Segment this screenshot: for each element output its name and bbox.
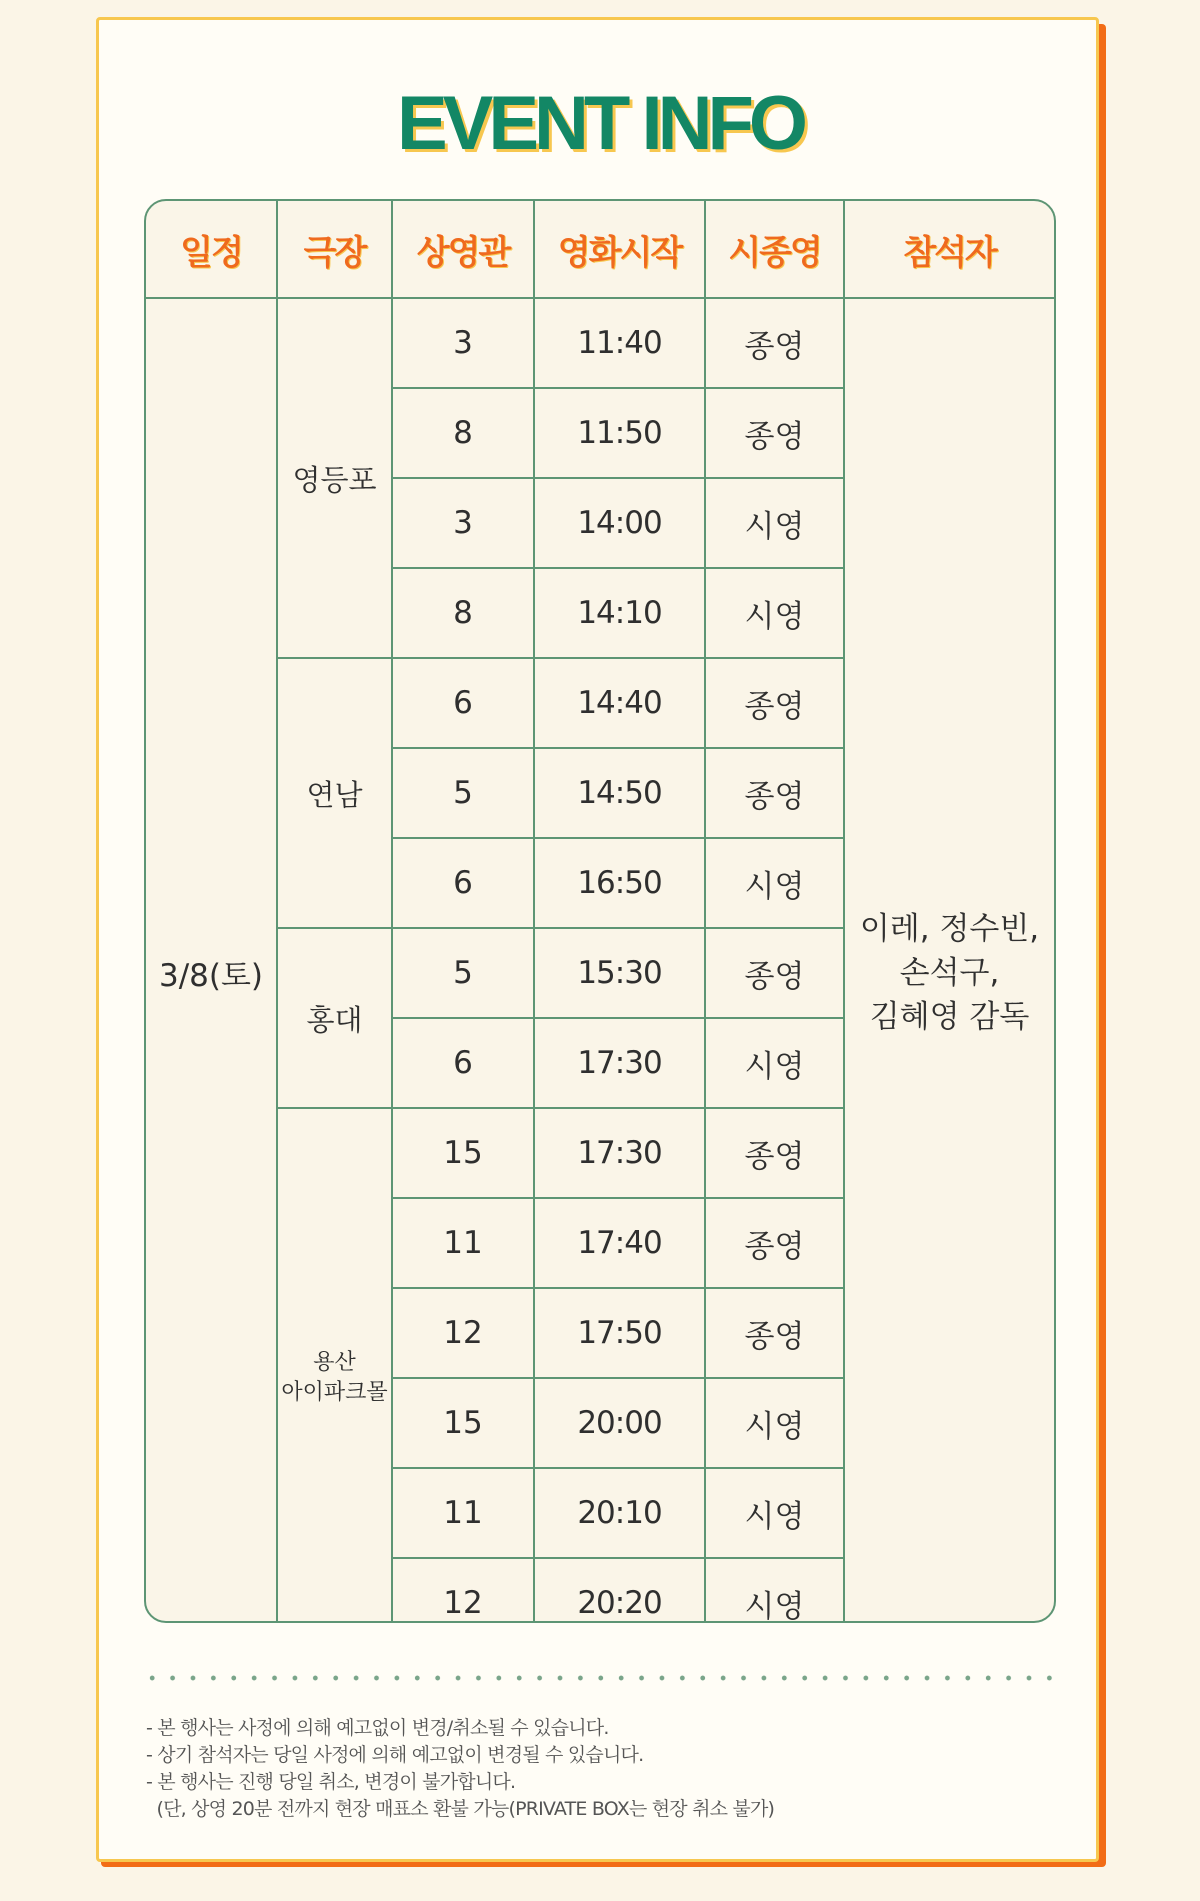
start-time-cell: 11:50 [534,388,705,478]
header-date: 일정 [146,201,277,298]
start-time-cell: 20:00 [534,1378,705,1468]
theater-cell [277,658,392,928]
screening-type-cell: 시영 [705,1018,844,1108]
start-time-cell: 11:40 [534,298,705,388]
screening-type-cell: 종영 [705,1198,844,1288]
screening-type-cell: 종영 [705,658,844,748]
notes [146,1715,1046,1823]
theater-cell [277,298,392,658]
start-time-cell: 17:50 [534,1288,705,1378]
screening-type-cell: 시영 [705,1378,844,1468]
start-time-cell: 14:10 [534,568,705,658]
theater-cell [277,1108,392,1623]
table-header-row [146,201,1054,298]
start-time-cell: 20:20 [534,1558,705,1623]
note-line: - 본 행사는 사정에 의해 예고없이 변경/취소될 수 있습니다. [146,1717,609,1739]
theater-name: 영등포 [292,462,377,497]
table-row [146,298,1054,388]
screen-cell: 8 [392,388,534,478]
start-time-cell: 17:30 [534,1108,705,1198]
start-time-cell: 16:50 [534,838,705,928]
start-time-cell: 14:00 [534,478,705,568]
theater-name: 아이파크몰 [281,1379,388,1405]
theater-cell [277,928,392,1108]
screen-cell: 3 [392,298,534,388]
screening-type-cell: 종영 [705,928,844,1018]
start-time-cell: 15:30 [534,928,705,1018]
note-line: - 상기 참석자는 당일 사정에 의해 예고없이 변경될 수 있습니다. [146,1744,644,1766]
screen-cell: 11 [392,1198,534,1288]
theater-name: 연남 [306,777,363,812]
screen-cell: 15 [392,1108,534,1198]
header-attendees: 참석자 [844,201,1054,298]
attendee-line: 이레, 정수빈, [859,910,1040,947]
screen-cell: 12 [392,1288,534,1378]
header-start-time: 영화시작 [534,201,705,298]
screening-type-cell: 종영 [705,388,844,478]
page-title: EVENT INFO [396,81,804,166]
screening-type-cell: 시영 [705,1468,844,1558]
screening-type-cell: 시영 [705,1558,844,1623]
screen-cell: 8 [392,568,534,658]
screening-type-cell: 종영 [705,1108,844,1198]
screen-cell: 3 [392,478,534,568]
start-time-cell: 20:10 [534,1468,705,1558]
screening-type-cell: 시영 [705,478,844,568]
start-time-cell: 14:50 [534,748,705,838]
header-theater: 극장 [277,201,392,298]
screen-cell: 6 [392,838,534,928]
screen-cell: 11 [392,1468,534,1558]
header-screening-type: 시종영 [705,201,844,298]
screening-type-cell: 종영 [705,298,844,388]
screen-cell: 6 [392,658,534,748]
event-schedule-table [144,199,1056,1623]
screen-cell: 5 [392,748,534,838]
note-line: (단, 상영 20분 전까지 현장 매표소 환불 가능(PRIVATE BOX는 현장 취소 불가) [146,1798,775,1820]
note-line: - 본 행사는 진행 당일 취소, 변경이 불가합니다. [146,1771,516,1793]
screen-cell: 12 [392,1558,534,1623]
start-time-cell: 14:40 [534,658,705,748]
screening-type-cell: 시영 [705,568,844,658]
attendee-line: 김혜영 감독 [869,998,1030,1035]
screening-type-cell: 시영 [705,838,844,928]
theater-name: 용산 [313,1349,356,1375]
screen-cell: 6 [392,1018,534,1108]
screening-type-cell: 종영 [705,1288,844,1378]
dotted-divider [142,1675,1060,1681]
attendee-line: 손석구, [899,954,1000,991]
theater-name: 홍대 [306,1002,363,1037]
screening-type-cell: 종영 [705,748,844,838]
date-cell: 3/8(토) [146,298,277,1623]
start-time-cell: 17:40 [534,1198,705,1288]
start-time-cell: 17:30 [534,1018,705,1108]
screen-cell: 5 [392,928,534,1018]
attendees-cell [844,298,1054,1623]
screen-cell: 15 [392,1378,534,1468]
header-screen: 상영관 [392,201,534,298]
